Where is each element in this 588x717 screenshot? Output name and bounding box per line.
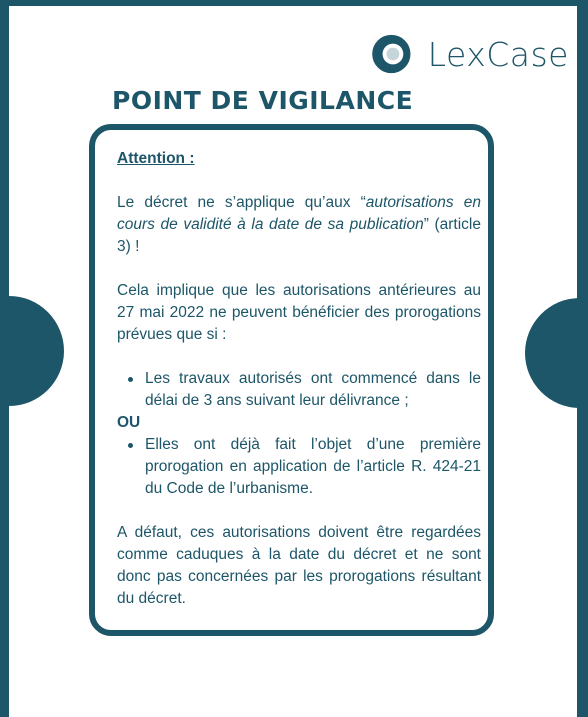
document-page [9,6,577,717]
para1-text-start: Le décret ne s’applique qu’aux “ [117,194,366,211]
para1-text-end: ” (article 3) ! [117,216,481,255]
condition-item-1: Les travaux autorisés ont commencé dans le délai de 3 ans suivant leur délivrance ; [145,368,481,412]
notice-paragraph-3: A défaut, ces autorisations doivent être regardées comme caduques à la date du décret et ne sont donc pas concernées par les prorogations résultant du décret. [117,524,481,607]
or-separator: OU [117,414,141,431]
left-decorative-circle [9,296,64,406]
vigilance-box [89,124,494,636]
condition-list-2 [117,434,481,500]
brand-name: LexCase [427,34,569,74]
page-title: POINT DE VIGILANCE [112,86,414,115]
brand-logo [369,24,569,84]
lexcase-ring-logo-icon [369,26,414,82]
para1-quote: autorisations en cours de validité à la date de sa publication [117,194,482,233]
condition-item-2: Elles ont déjà fait l’objet d’une première prorogation en application de l’article R. 424-21 du Code de l’urbanisme. [145,434,481,500]
notice-paragraph-1 [117,192,481,258]
condition-list-1 [117,368,481,412]
notice-heading: Attention : [117,150,195,167]
notice-paragraph-2: Cela implique que les autorisations antérieures au 27 mai 2022 ne peuvent bénéficier des prorogations prévues que si : [117,282,481,343]
notice-content [117,148,481,610]
right-decorative-circle [525,298,577,408]
